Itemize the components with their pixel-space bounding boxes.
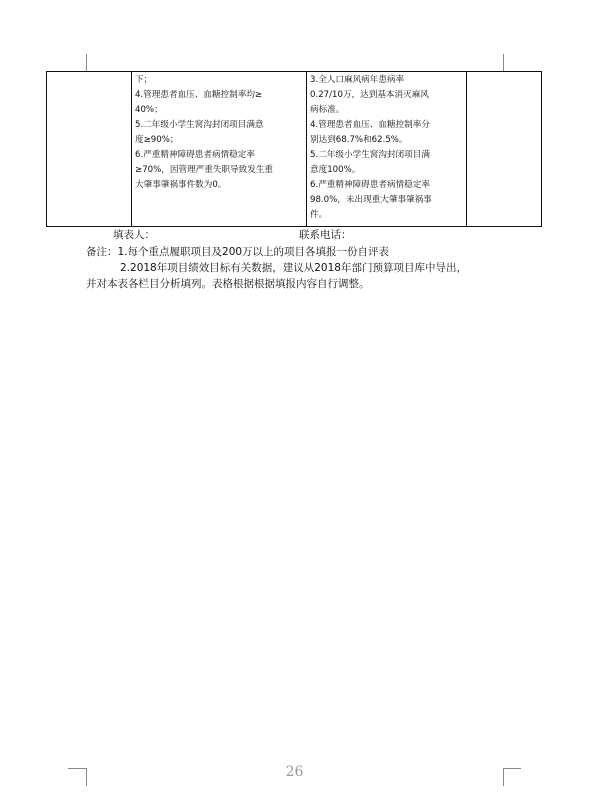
table-cell-line: ≥70%，因管理严重失职导致发生重 (135, 165, 274, 175)
table-cell-line: 98.0%，未出现重大肇事肇祸事 (310, 195, 432, 205)
table-cell-line: 意度100%。 (310, 165, 361, 175)
table-cell-line: 大肇事肇祸事件数为0。 (135, 180, 227, 190)
note-line-3: 并对本表各栏目分析填列。表格根据根据填报内容自行调整。 (86, 278, 370, 290)
table-cell-line: 6.严重精神障碍患者病情稳定率 (310, 180, 430, 190)
table-cell-line: 下； (135, 75, 153, 85)
crop-mark-top-right-v (503, 54, 504, 72)
table-cell-line: 3.全人口麻风病年患病率 (310, 75, 405, 85)
note-line-2: 2.2018年项目绩效目标有关数据，建议从2018年部门预算项目库中导出， (120, 262, 467, 274)
table-cell-line: 6.严重精神障碍患者病情稳定率 (135, 150, 255, 160)
table-cell-line: 4.管理患者血压、血糖控制率分 (310, 120, 430, 130)
table-cell-line: 0.27/10万，达到基本消灭麻风 (310, 90, 429, 100)
table-divider-3 (466, 72, 467, 226)
table-cell-line: 病标准。 (310, 105, 345, 115)
filler-label: 填表人： (113, 229, 155, 241)
evaluation-table (46, 71, 542, 227)
contact-phone-label: 联系电话： (299, 229, 352, 241)
crop-mark-top-left-v (86, 54, 87, 72)
table-cell-line: 5.二年级小学生窝沟封闭项目满 (310, 150, 430, 160)
table-cell-actual-results (310, 73, 465, 223)
page-number: 26 (285, 764, 304, 780)
table-cell-target-goals (135, 73, 305, 193)
table-cell-line: 度≥90%； (135, 135, 179, 145)
note-line-1: 备注：1.每个重点履职项目及200万以上的项目各填报一份自评表 (86, 246, 390, 258)
table-cell-line: 别达到68.7%和62.5%。 (310, 135, 408, 145)
table-divider-2 (306, 72, 307, 226)
table-cell-line: 件。 (310, 210, 328, 220)
table-divider-1 (131, 72, 132, 226)
table-cell-line: 40%； (135, 105, 163, 115)
table-cell-line: 5.二年级小学生窝沟封闭项目满意 (135, 120, 264, 130)
table-cell-line: 4.管理患者血压、血糖控制率均≥ (135, 90, 263, 100)
